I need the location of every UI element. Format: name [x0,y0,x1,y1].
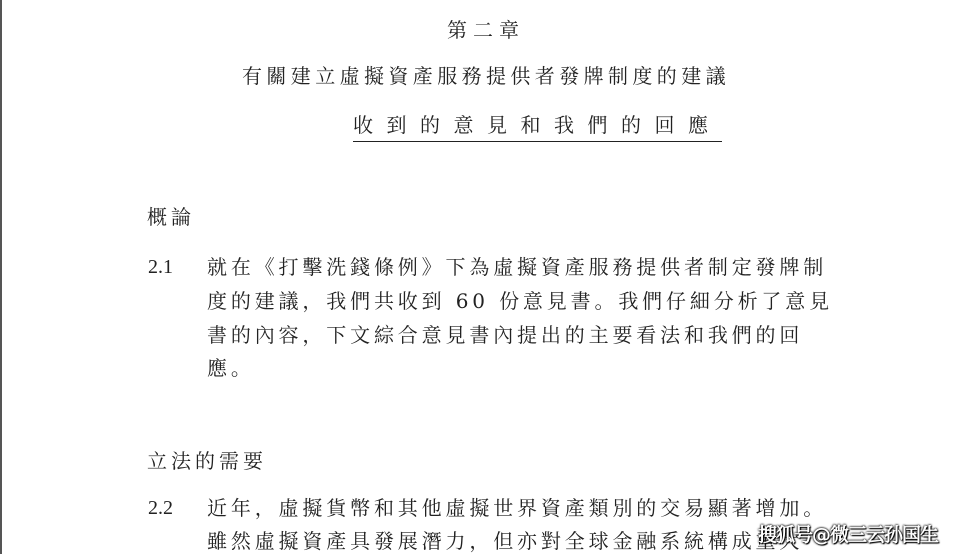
watermark: 搜狐号@微三云孙国生 [758,524,939,546]
paragraph-line: 雖然虛擬資產具發展潛力，但亦對全球金融系統構成重大 [207,529,804,553]
section-heading: 概論 [147,205,195,229]
document-subtitle [353,113,722,137]
section-heading: 立法的需要 [147,449,267,473]
paragraph-number: 2.1 [148,256,173,278]
paragraph-line: 就在《打擊洗錢條例》下為虛擬資產服務提供者制定發牌制 [207,255,828,279]
document-title: 有關建立虛擬資產服務提供者發牌制度的建議 [242,64,730,88]
subtitle-text: 收到的意見和我們的回應 [353,113,722,142]
paragraph-line: 近年，虛擬貨幣和其他虛擬世界資產類別的交易顯著增加。 [207,496,828,520]
paragraph-line: 書的內容，下文綜合意見書內提出的主要看法和我們的回 [207,323,804,347]
paragraph-line: 應。 [207,356,255,380]
paragraph-line: 度的建議，我們共收到 60 份意見書。我們仔細分析了意見 [207,289,833,313]
chapter-heading: 第二章 [447,18,525,42]
paragraph-number: 2.2 [148,497,173,519]
